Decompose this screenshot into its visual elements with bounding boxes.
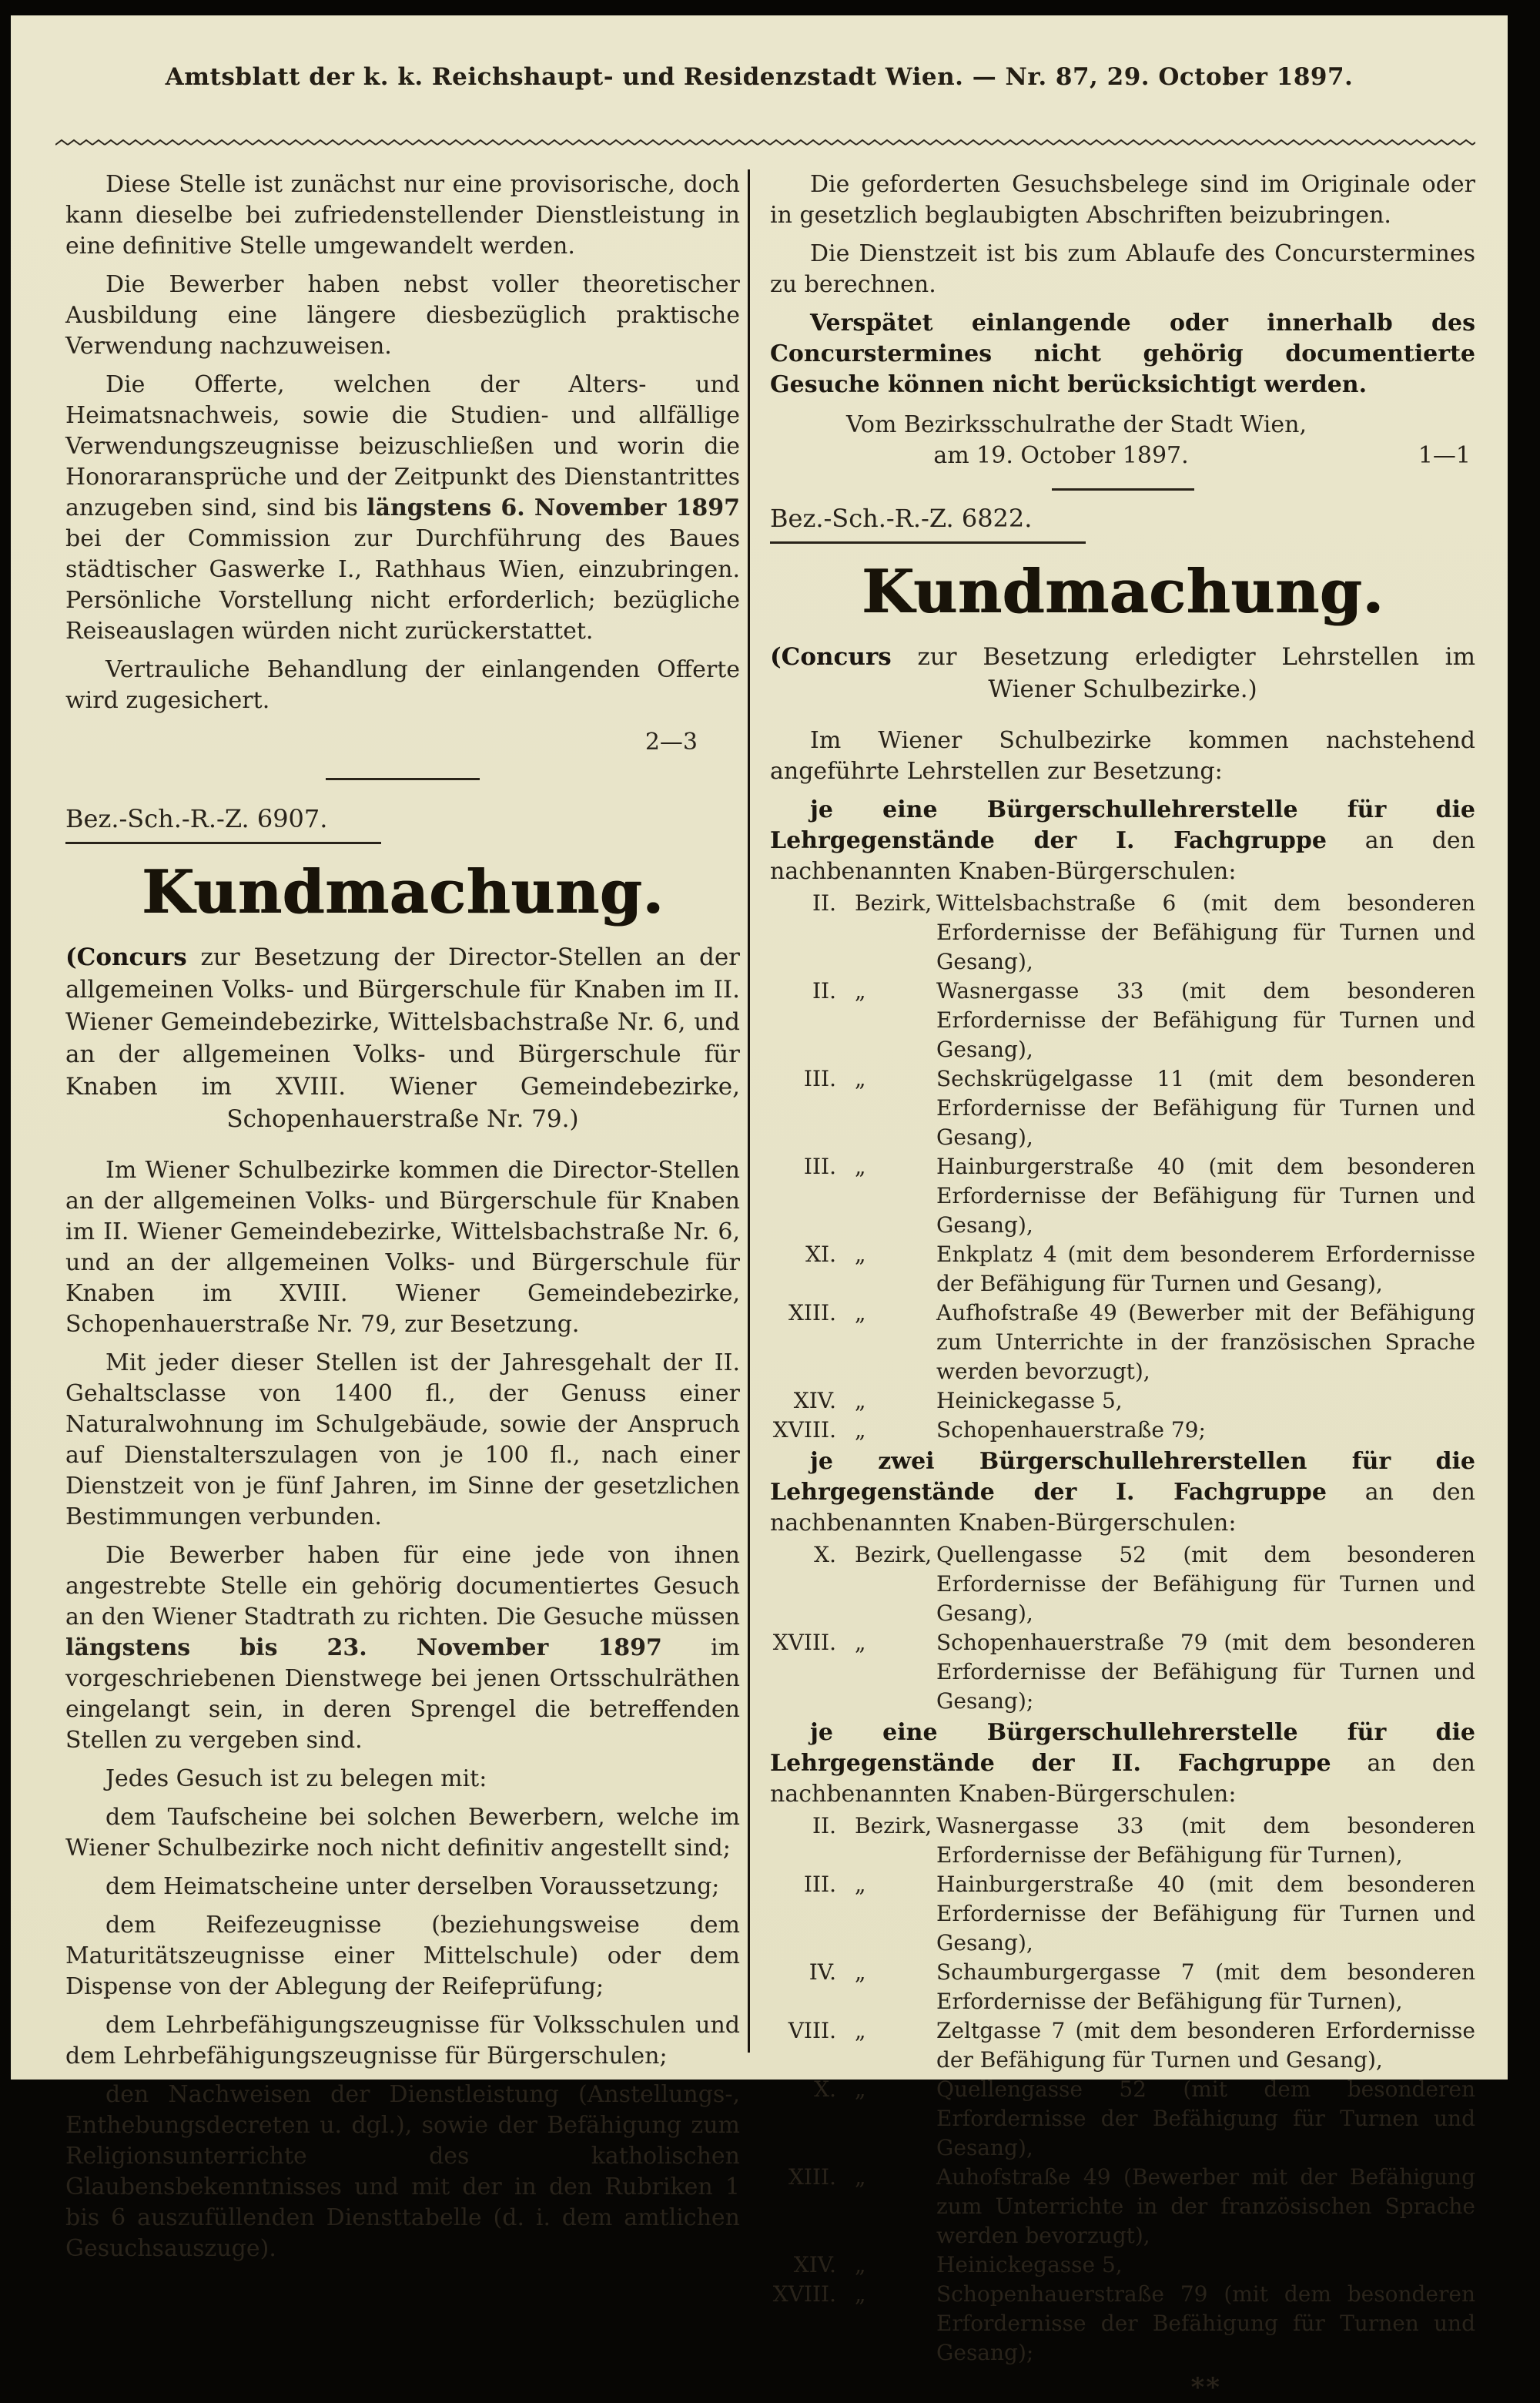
district-label: „: [855, 1387, 866, 1413]
group-heading-main: je zwei Bürgerschullehrerstellen für die Lehrgegenstände der: [770, 1447, 1475, 1506]
district-numeral: X.: [814, 2076, 836, 2102]
paragraph: Mit jeder dieser Stellen ist der Jahresgehalt der II. Gehaltsclasse von 1400 fl., der Genuss einer Naturalwohnung im Schulgebäude, sowie der Anspruch auf Dienstalterszulagen von je 100 fl., nach einer Dienstzeit von je fünf Jahren, im Sinne der gesetzlichen Bestimmungen verbunden.: [65, 1349, 740, 1530]
section-separator-rule: [326, 778, 480, 780]
group-heading-fachgruppe: I. Fachgruppe: [1076, 826, 1327, 854]
subtitle-lead: (Concurs: [770, 642, 892, 671]
group-heading: [770, 795, 1475, 887]
vacancy-text: Quellengasse 52 (mit dem besonderen Erfordernisse der Befähigung für Turnen und Gesang),: [936, 2076, 1475, 2160]
vacancy-text: Hainburgerstraße 40 (mit dem besonderen Erfordernisse der Befähigung für Turnen und Gesang),: [936, 1871, 1475, 1956]
vacancy-text: Schopenhauerstraße 79 (mit dem besonderen Erfordernisse der Befähigung für Turnen und Gesang);: [936, 2281, 1475, 2365]
vacancy-text: Hainburgerstraße 40 (mit dem besonderen Erfordernisse der Befähigung für Turnen und Gesang),: [936, 1153, 1475, 1238]
district-label: „: [855, 2281, 866, 2307]
paragraph: dem Reifezeugnisse (beziehungsweise dem Maturitätszeugnisse einer Mittelschule) oder dem Dispense von der Ablegung der Reifeprüfung;: [65, 1911, 740, 2000]
subtitle-text: zur Besetzung der Director-Stellen an der allgemeinen Volks- und Bürgerschule für Knaben im II. Wiener Gemeindebezirke, Wittelsbachstraße Nr. 6, und an der allgemeinen Volks- und Bürgerschule für Knaben im XVIII. Wiener Gemeindebezirke, Schopenhauerstraße Nr. 79.): [65, 943, 740, 1133]
vacancy-text: Heinickegasse 5,: [936, 2251, 1123, 2277]
signature-block: [770, 410, 1475, 471]
vacancy-entry: [770, 1386, 1475, 1416]
group-heading: [770, 1718, 1475, 1810]
paragraph-bold: Verspätet einlangende oder innerhalb des Concurstermines nicht gehörig documentierte Gesuche können nicht berücksichtigt werden.: [770, 310, 1475, 398]
deadline-emphasis: längstens bis 23. November 1897: [65, 1634, 662, 1661]
group-heading-main: je eine Bürgerschullehrerstelle für die Lehrgegenstände der: [770, 1718, 1475, 1777]
vacancy-entry: [770, 2163, 1475, 2251]
district-label: „: [855, 1299, 866, 1326]
insertion-count-mark: 2—3: [644, 729, 698, 756]
paragraph: Die Dienstzeit ist bis zum Ablaufe des Concurstermines zu berechnen.: [770, 240, 1475, 298]
vacancy-text: Quellengasse 52 (mit dem besonderen Erfordernisse der Befähigung für Turnen und Gesang),: [936, 1541, 1475, 1626]
file-reference-number: Bez.-Sch.-R.-Z. 6822.: [770, 503, 1086, 544]
paragraph: Im Wiener Schulbezirke kommen die Director-Stellen an der allgemeinen Volks- und Bürgerschule für Knaben im II. Wiener Gemeindebezirke, Wittelsbachstraße Nr. 6, und an der allgemeinen Volks- und Bürgerschule für Knaben im XVIII. Wiener Gemeindebezirke, Schopenhauerstraße Nr. 79, zur Besetzung.: [65, 1156, 740, 1338]
vacancy-entry: [770, 2016, 1475, 2075]
newspaper-page: [11, 15, 1508, 2403]
vacancy-entry: [770, 1416, 1475, 1445]
district-numeral: II.: [812, 890, 836, 916]
section-separator-rule: [1052, 488, 1194, 491]
vacancy-entry: [770, 1628, 1475, 1716]
district-label: „: [855, 1871, 866, 1897]
group-heading-fachgruppe: I. Fachgruppe: [1076, 1478, 1327, 1506]
district-label: „: [855, 1065, 866, 1091]
vacancy-text: Sechskrügelgasse 11 (mit dem besonderen Erfordernisse der Befähigung für Turnen und Gesang),: [936, 1065, 1475, 1150]
insertion-count-mark: 1—1: [1418, 442, 1471, 469]
district-label: „: [855, 1959, 866, 1985]
vacancy-entry: [770, 889, 1475, 977]
paragraph: dem Heimatscheine unter derselben Voraussetzung;: [105, 1872, 720, 1900]
right-column: [770, 169, 1475, 2403]
vacancy-entry: [770, 1870, 1475, 1958]
issuing-authority: Vom Bezirksschulrathe der Stadt Wien,: [845, 411, 1307, 438]
paragraph: den Nachweisen der Dienstleistung (Anstellungs-, Enthebungsdecreten u. dgl.), sowie der Befähigung zum Religionsunterrichte des katholischen Glaubensbekenntnisses und mit der in den Rubriken 1 bis 6 auszufüllenden Diensttabelle (d. i. dem amtlichen Gesuchsauszuge).: [65, 2080, 740, 2262]
vacancy-entry: [770, 2075, 1475, 2163]
vacancy-text: Enkplatz 4 (mit dem besonderem Erfordernisse der Befähigung für Turnen und Gesang),: [936, 1241, 1475, 1296]
paragraph: [65, 1540, 740, 1756]
district-numeral: XI.: [805, 1241, 836, 1267]
paragraph: Diese Stelle ist zunächst nur eine provisorische, doch kann dieselbe bei zufriedenstellender Dienstleistung in eine definitive Stelle umgewandelt werden.: [65, 171, 740, 260]
district-numeral: XIV.: [793, 1387, 836, 1413]
file-reference-number: Bez.-Sch.-R.-Z. 6907.: [65, 803, 381, 844]
vacancy-entry: [770, 1064, 1475, 1152]
issue-date: am 19. October 1897.: [933, 442, 1189, 469]
paragraph: [65, 370, 740, 647]
vacancy-text: Wasnergasse 33 (mit dem besonderen Erfordernisse der Befähigung für Turnen),: [936, 1812, 1475, 1868]
group-heading-fachgruppe: II. Fachgruppe: [1074, 1749, 1331, 1777]
district-numeral: VIII.: [788, 2017, 836, 2043]
district-label: Bezirk,: [855, 1541, 932, 1567]
vacancy-entry: [770, 1958, 1475, 2016]
paragraph: Jedes Gesuch ist zu belegen mit:: [105, 1765, 487, 1792]
vacancy-text: Schopenhauerstraße 79 (mit dem besonderen Erfordernisse der Befähigung für Turnen und Gesang);: [936, 1629, 1475, 1714]
paragraph-text: Die Offerte, welchen der Alters- und Heimatsnachweis, sowie die Studien- und allfällige Verwendungszeugnisse beizuschließen und worin die Honoraransprüche und der Zeitpunkt des Dienstantrittes anzugeben sind, sind bis: [65, 371, 740, 521]
vacancy-text: Zeltgasse 7 (mit dem besonderen Erfordernisse der Befähigung für Turnen und Gesang),: [936, 2017, 1475, 2073]
paragraph: Vertrauliche Behandlung der einlangenden Offerte wird zugesichert.: [65, 656, 740, 714]
wavy-rule-icon: [55, 137, 1475, 148]
paragraph-text: im vorgeschriebenen Dienstwege bei jenen Ortsschulräthen eingelangt sein, in deren Sprengel die betreffenden Stellen zu vergeben sind.: [65, 1634, 740, 1754]
vacancy-entry: [770, 977, 1475, 1064]
group-heading: [770, 1446, 1475, 1539]
vacancy-entry: [770, 1811, 1475, 1870]
district-numeral: XVIII.: [772, 1629, 836, 1655]
deadline-emphasis: längstens 6. November 1897: [367, 494, 740, 521]
district-label: „: [855, 1153, 866, 1179]
paragraph: dem Lehrbefähigungszeugnisse für Volksschulen und dem Lehrbefähigungszeugnisse für Bürgerschulen;: [65, 2011, 740, 2070]
district-numeral: XIII.: [788, 2163, 836, 2190]
district-label: „: [855, 2163, 866, 2190]
paragraph: Die geforderten Gesuchsbelege sind im Originale oder in gesetzlich beglaubigten Abschriften beizubringen.: [770, 171, 1475, 229]
vacancy-text: Schopenhauerstraße 79;: [936, 1416, 1206, 1443]
district-numeral: II.: [812, 977, 836, 1004]
vacancy-text: Aufhofstraße 49 (Bewerber mit der Befähigung zum Unterrichte in der französischen Sprache werden bevorzugt),: [936, 1299, 1475, 1384]
vacancy-entry: [770, 1299, 1475, 1386]
notice-title: Kundmachung.: [141, 857, 665, 927]
district-numeral: X.: [814, 1541, 836, 1567]
group-heading-rest: an den nachbenannten Knaben-Bürgerschulen:: [770, 1478, 1475, 1537]
district-numeral: III.: [803, 1065, 836, 1091]
issue-date-line: [770, 441, 1475, 471]
vacancy-entry: [770, 1152, 1475, 1240]
paragraph: dem Taufscheine bei solchen Bewerbern, welche im Wiener Schulbezirke noch nicht definitiv angestellt sind;: [65, 1803, 740, 1862]
group-heading-main: je eine Bürgerschullehrerstelle für die Lehrgegenstände der: [770, 796, 1475, 854]
subtitle-lead: (Concurs: [65, 943, 187, 971]
district-numeral: III.: [803, 1153, 836, 1179]
vacancy-text: Wittelsbachstraße 6 (mit dem besonderen Erfordernisse der Befähigung für Turnen und Gesang),: [936, 890, 1475, 974]
vacancy-text: Schaumburgergasse 7 (mit dem besonderen Erfordernisse der Befähigung für Turnen),: [936, 1959, 1475, 2014]
district-numeral: II.: [812, 1812, 836, 1838]
paragraph-text: Die Bewerber haben für eine jede von ihnen angestrebte Stelle ein gehörig documentiertes Gesuch an den Wiener Stadtrath zu richten. Die Gesuche müssen: [65, 1541, 740, 1630]
paragraph: Die Bewerber haben nebst voller theoretischer Ausbildung eine längere diesbezüglich praktische Verwendung nachzuweisen.: [65, 271, 740, 360]
district-numeral: XIV.: [793, 2251, 836, 2277]
group-heading-rest: an den nachbenannten Knaben-Bürgerschulen:: [770, 1749, 1475, 1808]
vacancy-entry: [770, 1240, 1475, 1299]
district-numeral: XIII.: [788, 1299, 836, 1326]
district-numeral: IV.: [808, 1959, 836, 1985]
column-divider-rule: [748, 169, 750, 2053]
paragraph-text: bei der Commission zur Durchführung des Baues städtischer Gaswerke I., Rathhaus Wien, einzubringen. Persönliche Vorstellung nicht erforderlich; bezügliche Reiseauslagen würden nicht zurückerstattet.: [65, 525, 740, 645]
subtitle-text: zur Besetzung erledigter Lehrstellen im Wiener Schulbezirke.): [891, 642, 1475, 703]
district-label: „: [855, 1629, 866, 1655]
district-numeral: III.: [803, 1871, 836, 1897]
district-label: „: [855, 2017, 866, 2043]
district-label: „: [855, 977, 866, 1004]
vacancy-entry: [770, 2280, 1475, 2368]
district-label: „: [855, 1416, 866, 1443]
vacancy-entry: [770, 1540, 1475, 1628]
continuation-asterisks-mark: **: [1190, 2371, 1221, 2403]
district-label: Bezirk,: [855, 1812, 932, 1838]
district-label: „: [855, 2251, 866, 2277]
vacancy-text: Heinickegasse 5,: [936, 1387, 1123, 1413]
district-label: Bezirk,: [855, 890, 932, 916]
group-heading-rest: an den nachbenannten Knaben-Bürgerschulen:: [770, 826, 1475, 885]
district-numeral: XVIII.: [772, 1416, 836, 1443]
notice-subtitle: [770, 641, 1475, 705]
notice-title: Kundmachung.: [861, 557, 1384, 627]
vacancy-entry: [770, 2251, 1475, 2280]
left-column: [65, 169, 740, 2264]
paragraph: Im Wiener Schulbezirke kommen nachstehend angeführte Lehrstellen zur Besetzung:: [770, 726, 1475, 785]
district-numeral: XVIII.: [772, 2281, 836, 2307]
vacancy-text: Auhofstraße 49 (Bewerber mit der Befähigung zum Unterrichte in der französischen Sprache werden bevorzugt),: [936, 2163, 1475, 2248]
masthead-title: Amtsblatt der k. k. Reichshaupt- und Residenzstadt Wien. — Nr. 87, 29. October 1897.: [165, 63, 1354, 91]
district-label: „: [855, 1241, 866, 1267]
notice-subtitle: [65, 941, 740, 1135]
district-label: „: [855, 2076, 866, 2102]
vacancy-text: Wasnergasse 33 (mit dem besonderen Erfordernisse der Befähigung für Turnen und Gesang),: [936, 977, 1475, 1062]
